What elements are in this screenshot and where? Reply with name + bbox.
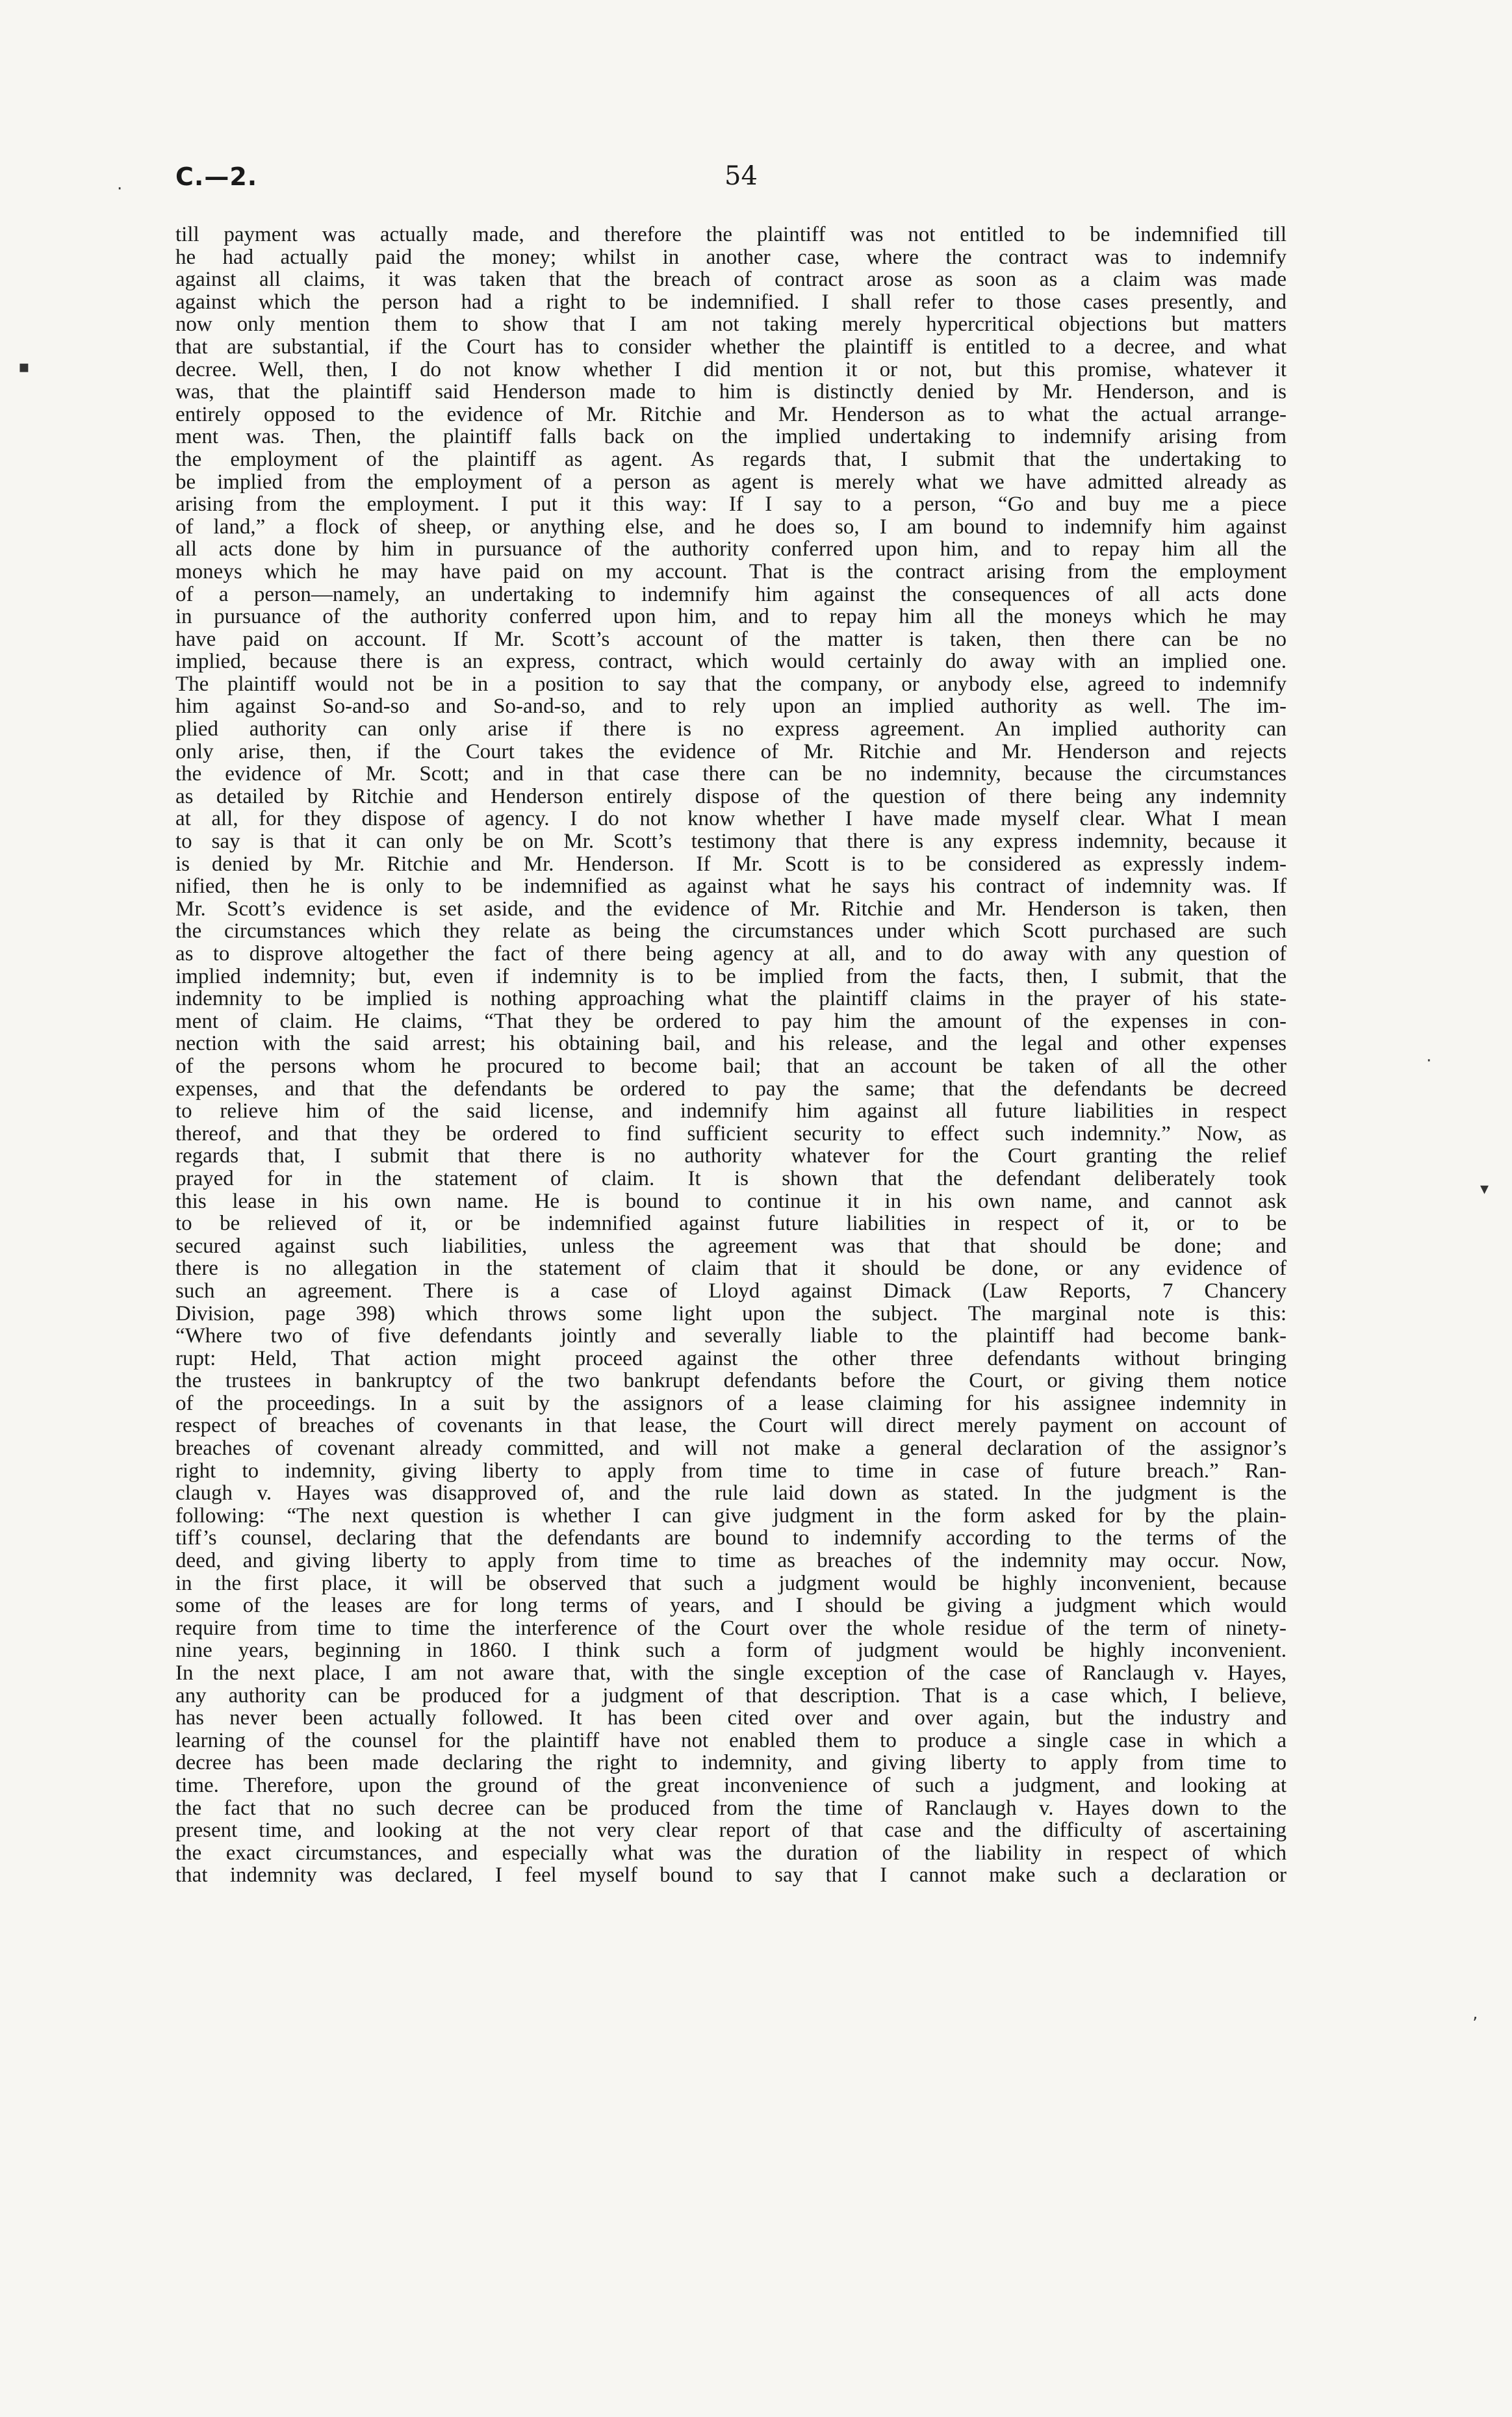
margin-arrow-mark: ▾	[1480, 1179, 1489, 1199]
text-line: any authority can be produced for a judgment of that description. That is a case which, I believe,	[175, 1684, 1287, 1707]
text-line: only arise, then, if the Court takes the evidence of Mr. Ritchie and Mr. Henderson and rejects	[175, 740, 1287, 763]
text-line: as to disprove altogether the fact of there being agency at all, and to do away with any question of	[175, 943, 1287, 966]
text-line: at all, for they dispose of agency. I do not know whether I have made myself clear. What I mean	[175, 808, 1287, 831]
text-line: Mr. Scott’s evidence is set aside, and the evidence of Mr. Ritchie and Mr. Henderson is taken, then	[175, 897, 1287, 921]
text-line: the employment of the plaintiff as agent. As regards that, I submit that the undertaking to	[175, 448, 1287, 471]
text-line: plied authority can only arise if there is no express agreement. An implied authority can	[175, 718, 1287, 741]
text-line: In the next place, I am not aware that, with the single exception of the case of Ranclaugh v. Hayes,	[175, 1662, 1287, 1685]
text-line: thereof, and that they be ordered to find sufficient security to effect such indemnity.” Now, as	[175, 1122, 1287, 1145]
text-line: was, that the plaintiff said Henderson made to him is distinctly denied by Mr. Henderson, and is	[175, 381, 1287, 403]
text-line: present time, and looking at the not very clear report of that case and the difficulty of ascertaining	[175, 1819, 1287, 1842]
text-line: of land,” a flock of sheep, or anything else, and he does so, I am bound to indemnify him against	[175, 515, 1287, 539]
text-line: time. Therefore, upon the ground of the great inconvenience of such a judgment, and looking at	[175, 1774, 1287, 1797]
text-line: there is no allegation in the statement of claim that it should be done, or any evidence of	[175, 1257, 1287, 1280]
text-line: ment was. Then, the plaintiff falls back on the implied undertaking to indemnify arising from	[175, 426, 1287, 448]
text-line: of a person—namely, an undertaking to indemnify him against the consequences of all acts done	[175, 583, 1287, 606]
text-line: such an agreement. There is a case of Lloyd against Dimack (Law Reports, 7 Chancery	[175, 1279, 1287, 1303]
text-line: is denied by Mr. Ritchie and Mr. Henderson. If Mr. Scott is to be considered as expressly indem-	[175, 852, 1287, 876]
text-line: require from time to time the interference of the Court over the whole residue of the term of ninety-	[175, 1617, 1287, 1640]
text-line: to relieve him of the said license, and indemnify him against all future liabilities in respect	[175, 1100, 1287, 1123]
text-line: arising from the employment. I put it this way: If I say to a person, “Go and buy me a piece	[175, 493, 1287, 516]
margin-tick-mark: ʼ	[1472, 2014, 1478, 2034]
text-line: that are substantial, if the Court has to consider whether the plaintiff is entitled to a decree, and what	[175, 335, 1287, 359]
text-line: he had actually paid the money; whilst in another case, where the contract was to indemnify	[175, 246, 1287, 269]
text-line: rupt: Held, That action might proceed against the other three defendants without bringing	[175, 1347, 1287, 1370]
text-line: nection with the said arrest; his obtaining bail, and his release, and the legal and other expenses	[175, 1032, 1287, 1055]
text-line: “Where two of five defendants jointly and severally liable to the plaintiff had become bank-	[175, 1325, 1287, 1348]
text-line: in pursuance of the authority conferred upon him, and to repay him all the moneys which he may	[175, 606, 1287, 628]
text-line: in the first place, it will be observed that such a judgment would be highly inconvenient, because	[175, 1572, 1287, 1595]
text-line: right to indemnity, giving liberty to apply from time to time in case of future breach.” Ran-	[175, 1459, 1287, 1483]
text-line: entirely opposed to the evidence of Mr. Ritchie and Mr. Henderson as to what the actual arrange-	[175, 403, 1287, 426]
text-line: tiff’s counsel, declaring that the defendants are bound to indemnify according to the terms of the	[175, 1527, 1287, 1550]
text-line: breaches of covenant already committed, and will not make a general declaration of the assignor’s	[175, 1437, 1287, 1460]
text-line: decree. Well, then, I do not know whether I did mention it or not, but this promise, whatever it	[175, 358, 1287, 381]
text-line: now only mention them to show that I am not taking merely hypercritical objections but matters	[175, 313, 1287, 336]
text-line: to be relieved of it, or be indemnified against future liabilities in respect of it, or to be	[175, 1212, 1287, 1235]
page-ref: C.—2.	[175, 162, 258, 191]
text-line: secured against such liabilities, unless the agreement was that that should be done; and	[175, 1234, 1287, 1258]
text-line: be implied from the employment of a person as agent is merely what we have admitted already as	[175, 470, 1287, 494]
text-line: decree has been made declaring the right to indemnity, and giving liberty to apply from time to	[175, 1752, 1287, 1774]
margin-dot-mark: ·	[1426, 1051, 1432, 1071]
text-line: till payment was actually made, and therefore the plaintiff was not entitled to be indemnified till	[175, 224, 1287, 246]
text-line: of the proceedings. In a suit by the assignors of a lease claiming for his assignee indemnity in	[175, 1392, 1287, 1415]
text-line: implied indemnity; but, even if indemnity is to be implied from the facts, then, I submit, that the	[175, 965, 1287, 988]
text-line: prayed for in the statement of claim. It is shown that the defendant deliberately took	[175, 1167, 1287, 1190]
text-line: the trustees in bankruptcy of the two bankrupt defendants before the Court, or giving them notice	[175, 1370, 1287, 1392]
text-line: against all claims, it was taken that the breach of contract arose as soon as a claim was made	[175, 268, 1287, 291]
text-line: deed, and giving liberty to apply from time to time as breaches of the indemnity may occur. Now,	[175, 1550, 1287, 1572]
body-text	[175, 224, 1287, 1887]
text-line: The plaintiff would not be in a position to say that the company, or anybody else, agreed to indemnify	[175, 672, 1287, 696]
text-line: expenses, and that the defendants be ordered to pay the same; that the defendants be decreed	[175, 1077, 1287, 1101]
text-line: nine years, beginning in 1860. I think such a form of judgment would be highly inconvenient.	[175, 1639, 1287, 1662]
text-line: has never been actually followed. It has been cited over and over again, but the industry and	[175, 1707, 1287, 1730]
text-line: have paid on account. If Mr. Scott’s account of the matter is taken, then there can be no	[175, 628, 1287, 651]
text-line: all acts done by him in pursuance of the authority conferred upon him, and to repay him all the	[175, 538, 1287, 561]
text-line: nified, then he is only to be indemnified as against what he says his contract of indemnity was. If	[175, 875, 1287, 898]
text-line: Division, page 398) which throws some light upon the subject. The marginal note is this:	[175, 1302, 1287, 1325]
text-line: this lease in his own name. He is bound to continue it in his own name, and cannot ask	[175, 1190, 1287, 1213]
text-line: against which the person had a right to be indemnified. I shall refer to those cases presently, and	[175, 290, 1287, 314]
text-line: that indemnity was declared, I feel myself bound to say that I cannot make such a declaration or	[175, 1864, 1287, 1887]
text-line: the exact circumstances, and especially what was the duration of the liability in respect of which	[175, 1841, 1287, 1865]
text-line: implied, because there is an express, contract, which would certainly do away with an implied one.	[175, 650, 1287, 673]
text-line: learning of the counsel for the plaintiff have not enabled them to produce a single case in which a	[175, 1729, 1287, 1752]
text-line: the fact that no such decree can be produced from the time of Ranclaugh v. Hayes down to the	[175, 1797, 1287, 1820]
text-line: ment of claim. He claims, “That they be ordered to pay him the amount of the expenses in con-	[175, 1010, 1287, 1033]
page-number: 54	[724, 161, 758, 191]
text-line: of the persons whom he procured to become bail; that an account be taken of all the other	[175, 1055, 1287, 1078]
margin-dot-mark: ·	[117, 179, 123, 199]
text-line: him against So-and-so and So-and-so, and to rely upon an implied authority as well. The im-	[175, 695, 1287, 719]
text-line: to say is that it can only be on Mr. Scott’s testimony that there is any express indemnity, because it	[175, 830, 1287, 853]
margin-dot-mark: ▪	[18, 357, 30, 377]
text-line: the evidence of Mr. Scott; and in that case there can be no indemnity, because the circumstances	[175, 763, 1287, 786]
text-line: indemnity to be implied is nothing approaching what the plaintiff claims in the prayer of his state-	[175, 988, 1287, 1010]
text-line: respect of breaches of covenants in that lease, the Court will direct merely payment on account of	[175, 1414, 1287, 1438]
text-line: regards that, I submit that there is no authority whatever for the Court granting the relief	[175, 1145, 1287, 1168]
text-line: moneys which he may have paid on my account. That is the contract arising from the employment	[175, 560, 1287, 583]
text-line: some of the leases are for long terms of years, and I should be giving a judgment which would	[175, 1594, 1287, 1617]
text-line: the circumstances which they relate as being the circumstances under which Scott purchased are such	[175, 920, 1287, 943]
text-line: following: “The next question is whether I can give judgment in the form asked for by the plain-	[175, 1504, 1287, 1528]
text-line: claugh v. Hayes was disapproved of, and the rule laid down as stated. In the judgment is the	[175, 1482, 1287, 1505]
text-line: as detailed by Ritchie and Henderson entirely dispose of the question of there being any indemnity	[175, 785, 1287, 808]
